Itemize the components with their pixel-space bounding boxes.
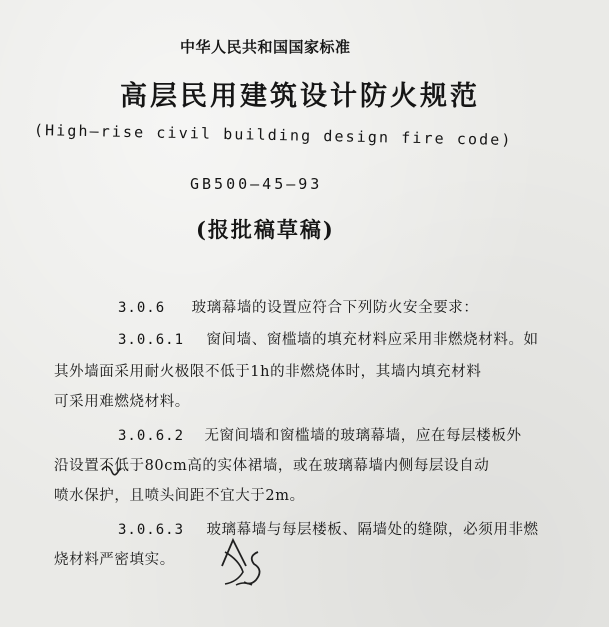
clause-3-0-6-2 (118, 424, 522, 445)
pen-mark-swash (225, 552, 243, 584)
clause-number: 3.0.6.1 (118, 332, 185, 348)
clause-number: 3.0.6 (118, 300, 166, 316)
pen-mark-s (244, 552, 260, 584)
clause-text-line: 烧材料严密填实。 (54, 552, 175, 568)
document-title: 高层民用建筑设计防火规范 (120, 81, 480, 112)
clause-number: 3.0.6.2 (118, 428, 185, 444)
clause-number: 3.0.6.3 (118, 522, 185, 538)
clause-3-0-6-3 (118, 518, 539, 539)
clause-3-0-6 (118, 296, 479, 317)
standard-body: 中华人民共和国国家标准 (180, 38, 351, 56)
clause-3-0-6-1 (118, 328, 539, 349)
clause-text: 无窗间墙和窗槛墙的玻璃幕墙，应在每层楼板外 (204, 428, 522, 444)
draft-status: (报批稿草稿) (196, 217, 335, 242)
english-title: (High—rise civil building design fire code) (33, 121, 513, 150)
clause-text: 窗间墙、窗槛墙的填充材料应采用非燃烧材料。如 (206, 332, 539, 348)
clause-text-line: 可采用难燃烧材料。 (54, 394, 190, 410)
clause-text: 玻璃幕墙与每层楼板、隔墙处的缝隙，必须用非燃 (206, 522, 539, 538)
pen-mark-tick (236, 583, 252, 585)
clause-text-line: 喷水保护，且喷头间距不宜大于2m。 (54, 488, 305, 504)
clause-text-line: 其外墙面采用耐火极限不低于1h的非燃烧体时，其墙内填充材料 (54, 364, 482, 380)
standard-code: GB500—45—93 (190, 175, 323, 193)
clause-text-line: 沿设置不低于80cm高的实体裙墙，或在玻璃幕墙内侧每层设自动 (54, 458, 490, 474)
pen-mark-caret (222, 540, 246, 566)
clause-text: 玻璃幕墙的设置应符合下列防火安全要求： (191, 300, 479, 316)
